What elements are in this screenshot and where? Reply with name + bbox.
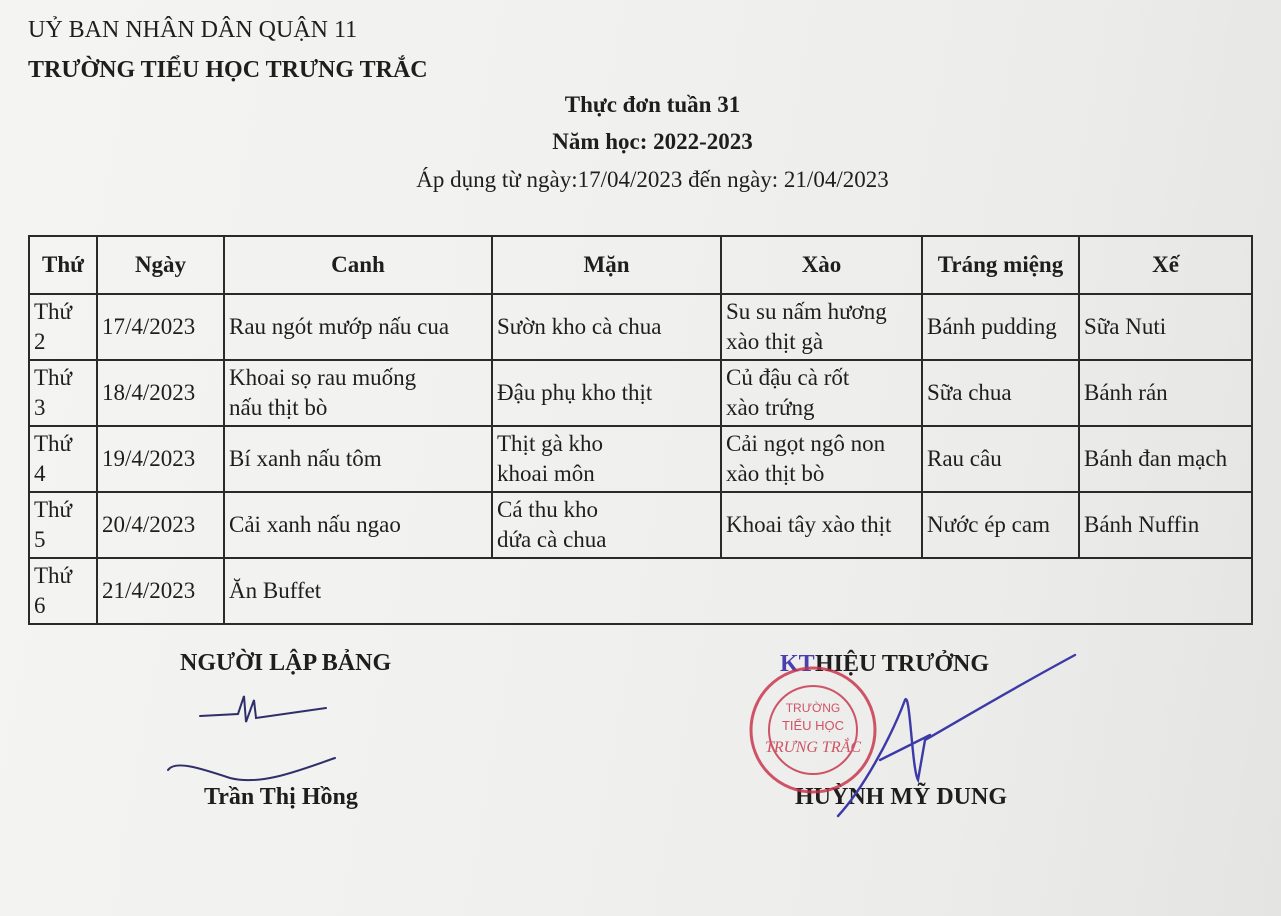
- menu-title: Thực đơn tuần 31: [564, 92, 741, 117]
- day-number: 6: [34, 593, 46, 618]
- preparer-signature: [168, 696, 335, 780]
- day-word: Thứ: [34, 299, 73, 324]
- date-cell: 19/4/2023: [97, 426, 224, 492]
- dessert-cell: Nước ép cam: [922, 492, 1079, 558]
- canh-cell: Cải xanh nấu ngao: [224, 492, 492, 558]
- header-thu: Thứ: [29, 236, 97, 294]
- date-cell: 17/4/2023: [97, 294, 224, 360]
- xao-line: xào trứng: [726, 395, 815, 420]
- canh-line: Khoai sọ rau muống: [229, 365, 417, 390]
- xao-line: xào thịt bò: [726, 461, 825, 486]
- day-word: Thứ: [34, 431, 73, 456]
- header-trang-mieng: Tráng miệng: [922, 236, 1079, 294]
- man-line: dứa cà chua: [497, 527, 607, 552]
- school-heading: TRƯỜNG TIỂU HỌC TRƯNG TRẮC: [28, 57, 428, 83]
- date-cell: 21/4/2023: [97, 558, 224, 624]
- kt-mark: KT: [780, 651, 815, 677]
- day-number: 5: [34, 527, 46, 552]
- school-stamp: [751, 668, 875, 792]
- snack-cell: Bánh Nuffin: [1079, 492, 1252, 558]
- man-line: Thịt gà kho: [497, 431, 604, 456]
- man-line: khoai môn: [497, 461, 595, 486]
- xao-line: xào thịt gà: [726, 329, 824, 354]
- principal-name: HUỲNH MỸ DUNG: [795, 784, 1007, 810]
- snack-cell: Bánh đan mạch: [1079, 426, 1252, 492]
- day-word: Thứ: [34, 563, 73, 588]
- preparer-title: NGƯỜI LẬP BẢNG: [180, 650, 392, 676]
- date-range: Áp dụng từ ngày:17/04/2023 đến ngày: 21/04/2023: [416, 167, 889, 192]
- dessert-cell: Sữa chua: [922, 360, 1079, 426]
- xao-line: Củ đậu cà rốt: [726, 365, 850, 390]
- day-number: 2: [34, 329, 46, 354]
- canh-cell: Bí xanh nấu tôm: [224, 426, 492, 492]
- dessert-cell: Bánh pudding: [922, 294, 1079, 360]
- day-number: 3: [34, 395, 46, 420]
- day-word: Thứ: [34, 365, 73, 390]
- header-canh: Canh: [224, 236, 492, 294]
- man-cell: Đậu phụ kho thịt: [492, 360, 721, 426]
- signature-stroke: [200, 696, 326, 722]
- xao-line: Cải ngọt ngô non: [726, 431, 886, 456]
- canh-cell: Rau ngót mướp nấu cua: [224, 294, 492, 360]
- signature-stroke: [168, 758, 335, 780]
- authority-heading: UỶ BAN NHÂN DÂN QUẬN 11: [28, 17, 358, 43]
- header-ngay: Ngày: [97, 236, 224, 294]
- header-man: Mặn: [492, 236, 721, 294]
- preparer-name: Trần Thị Hồng: [204, 784, 358, 810]
- snack-cell: Bánh rán: [1079, 360, 1252, 426]
- day-number: 4: [34, 461, 46, 486]
- dessert-cell: Rau câu: [922, 426, 1079, 492]
- date-cell: 18/4/2023: [97, 360, 224, 426]
- day-word: Thứ: [34, 497, 73, 522]
- date-cell: 20/4/2023: [97, 492, 224, 558]
- stamp-text: TRƯỜNG: [785, 701, 841, 715]
- stamp-text: TRƯNG TRẮC: [764, 739, 862, 756]
- header-xao: Xào: [721, 236, 922, 294]
- man-cell: Sườn kho cà chua: [492, 294, 721, 360]
- xao-line: Su su nấm hương: [726, 299, 887, 324]
- man-line: Cá thu kho: [497, 497, 598, 522]
- school-year: Năm học: 2022-2023: [552, 129, 753, 154]
- stamp-text: TIỂU HỌC: [781, 718, 845, 733]
- header-xe: Xế: [1079, 236, 1252, 294]
- buffet-cell: Ăn Buffet: [224, 558, 1252, 624]
- principal-title: HIỆU TRƯỞNG: [815, 651, 990, 677]
- canh-line: nấu thịt bò: [229, 395, 328, 420]
- snack-cell: Sữa Nuti: [1079, 294, 1252, 360]
- xao-cell: Khoai tây xào thịt: [721, 492, 922, 558]
